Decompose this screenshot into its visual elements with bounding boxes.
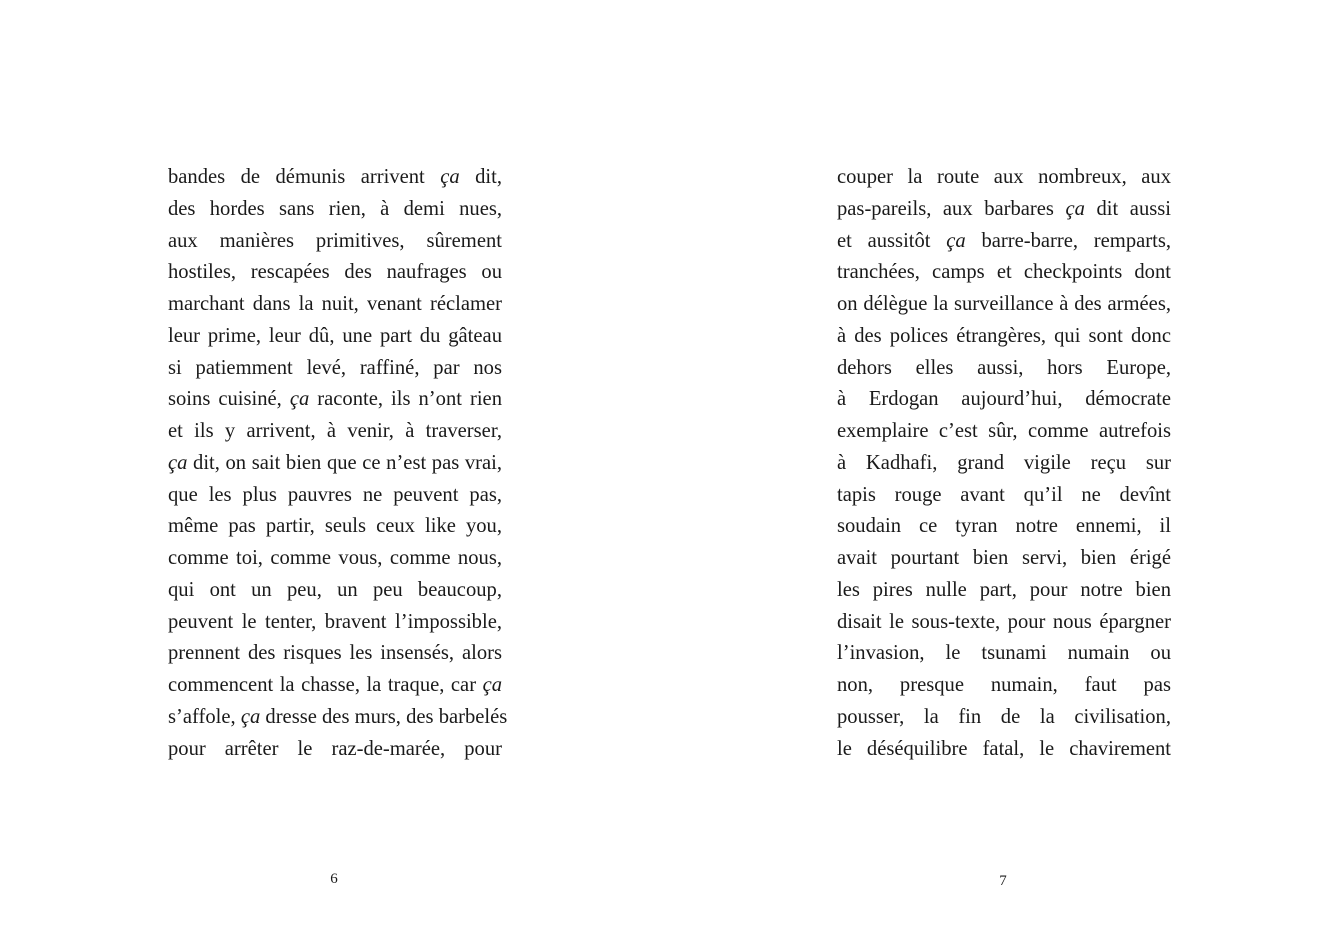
text-line: qui ont un peu, un peu beaucoup,	[168, 578, 502, 601]
italic-emphasis: ça	[289, 388, 310, 411]
text-line: tapis rouge avant qu’il ne devînt	[837, 483, 1171, 506]
text-line: pousser, la fin de la civilisation,	[837, 705, 1171, 728]
right-page-number: 7	[999, 873, 1007, 889]
left-page-text	[168, 162, 508, 765]
italic-emphasis: ça	[240, 705, 261, 728]
text-line: non, presque numain, faut pas	[837, 674, 1171, 696]
text-line: des hordes sans rien, à demi nues,	[168, 197, 502, 220]
right-page-text	[837, 162, 1171, 765]
text-line: si patiemment levé, raffiné, par nos	[168, 356, 502, 379]
text-line: commencent la chasse, la traque, car ça	[168, 674, 502, 696]
text-line: l’invasion, le tsunami numain ou	[837, 642, 1171, 665]
text-line: on délègue la surveillance à des armées,	[837, 293, 1171, 315]
text-line: dehors elles aussi, hors Europe,	[837, 356, 1171, 379]
italic-emphasis: ça	[440, 166, 460, 188]
text-line: et aussitôt ça barre-barre, remparts,	[837, 229, 1171, 252]
text-line: le déséquilibre fatal, le chavirement	[837, 737, 1171, 760]
text-line: et ils y arrivent, à venir, à traverser,	[168, 420, 502, 442]
text-line: s’affole, ça dresse des murs, des barbelés	[168, 705, 508, 728]
text-line: à Kadhafi, grand vigile reçu sur	[837, 451, 1171, 474]
text-line: couper la route aux nombreux, aux	[837, 166, 1171, 188]
text-line: soins cuisiné, ça raconte, ils n’ont rien	[168, 388, 502, 411]
text-line: que les plus pauvres ne peuvent pas,	[168, 483, 502, 506]
text-line: bandes de démunis arrivent ça dit,	[168, 166, 502, 188]
italic-emphasis: ça	[946, 229, 966, 252]
left-page-number: 6	[330, 871, 338, 887]
text-line: aux manières primitives, sûrement	[168, 229, 502, 252]
text-line: pour arrêter le raz-de-marée, pour	[168, 737, 502, 760]
text-line: prennent des risques les insensés, alors	[168, 642, 502, 665]
text-line: marchant dans la nuit, venant réclamer	[168, 293, 502, 315]
text-line: pas-pareils, aux barbares ça dit aussi	[837, 197, 1171, 220]
text-line: disait le sous-texte, pour nous épargner	[837, 610, 1171, 633]
text-line: comme toi, comme vous, comme nous,	[168, 547, 502, 569]
text-line: à Erdogan aujourd’hui, démocrate	[837, 388, 1171, 411]
italic-emphasis: ça	[168, 451, 188, 474]
text-line: leur prime, leur dû, une part du gâteau	[168, 324, 502, 347]
italic-emphasis: ça	[482, 674, 502, 696]
text-line: avait pourtant bien servi, bien érigé	[837, 547, 1171, 569]
text-line: exemplaire c’est sûr, comme autrefois	[837, 420, 1171, 442]
text-line: tranchées, camps et checkpoints dont	[837, 261, 1171, 284]
italic-emphasis: ça	[1065, 197, 1085, 220]
text-line: ça dit, on sait bien que ce n’est pas vrai,	[168, 451, 502, 474]
text-line: même pas partir, seuls ceux like you,	[168, 515, 502, 538]
text-line: les pires nulle part, pour notre bien	[837, 578, 1171, 601]
text-line: soudain ce tyran notre ennemi, il	[837, 515, 1171, 538]
text-line: hostiles, rescapées des naufrages ou	[168, 261, 502, 284]
text-line: peuvent le tenter, bravent l’impossible,	[168, 610, 502, 633]
text-line: à des polices étrangères, qui sont donc	[837, 324, 1171, 347]
